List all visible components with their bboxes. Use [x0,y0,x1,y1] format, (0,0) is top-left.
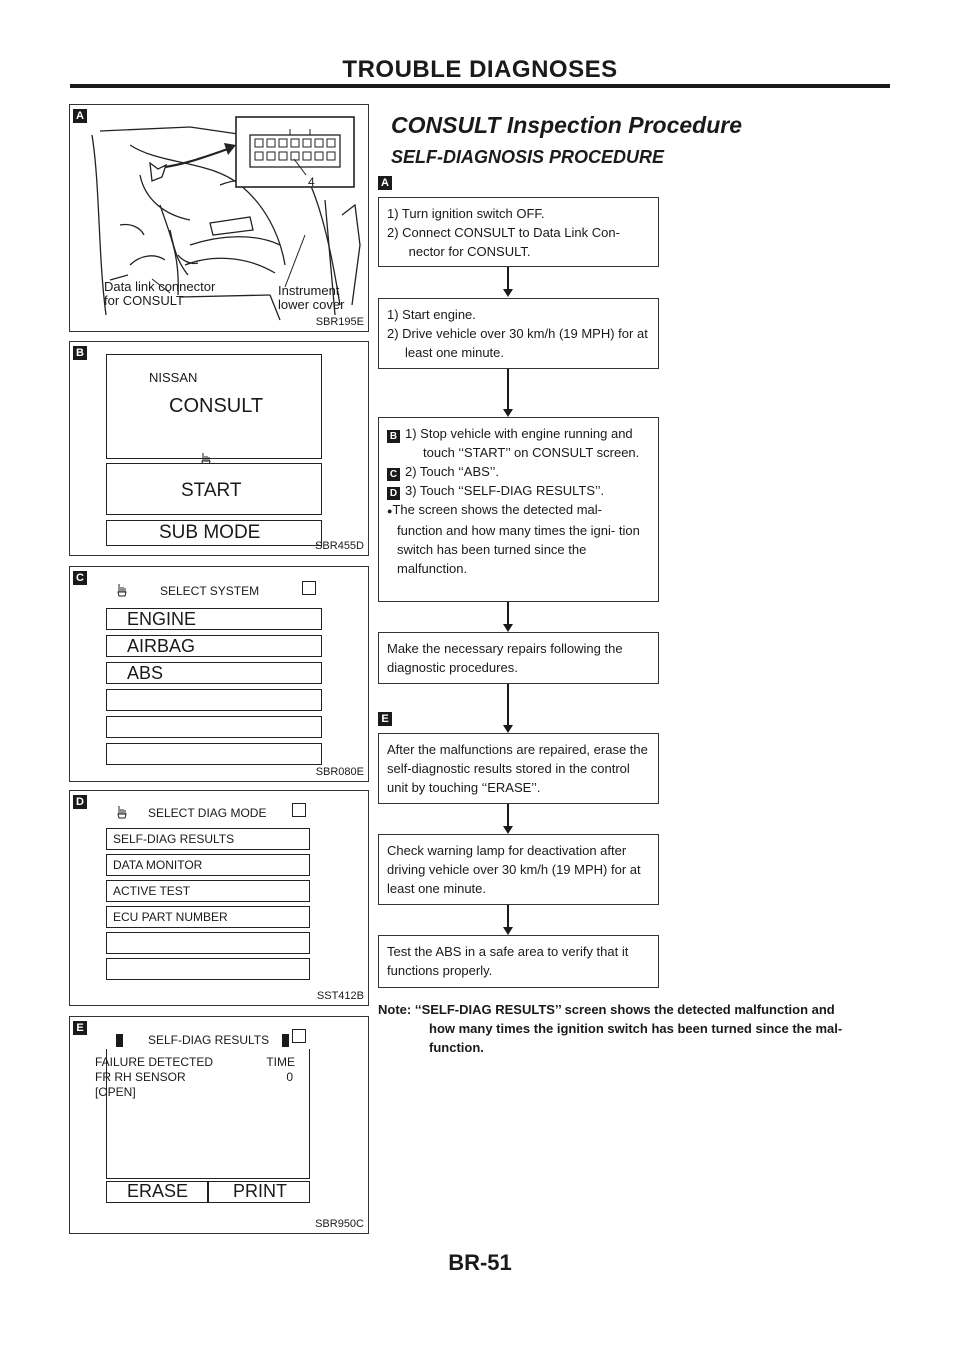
system-item-abs[interactable]: ABS [106,662,322,684]
procedure-title: CONSULT Inspection Procedure [391,112,743,138]
flow-step-7 [378,935,659,988]
sub-mode-button[interactable] [106,520,322,546]
figure-badge-a: A [73,109,87,123]
figure-badge-c: C [73,571,87,585]
print-marker-icon [282,1034,289,1047]
fault-state: [OPEN] [95,1085,136,1099]
figure-code-e: SBR950C [315,1218,364,1230]
diag-item-empty [106,958,310,980]
flow-connector [507,602,509,624]
self-diag-results-header: SELF-DIAG RESULTS [148,1033,270,1047]
fault-name: FR RH SENSOR [95,1070,186,1084]
figure-panel-d [69,790,369,1006]
flow-step-5 [378,733,659,804]
failure-detected-heading: FAILURE DETECTED [95,1055,214,1069]
procedure-note [378,1000,898,1057]
flow-step-6 [378,834,659,905]
step-badge-c: C [387,468,400,481]
flow-connector [507,804,509,826]
flow-step-1 [378,197,659,267]
time-heading: TIME [266,1055,295,1069]
step-4-text: Make the necessary repairs following the diagnostic procedures. [387,641,623,675]
step-5-text: After the malfunctions are repaired, erase the self-diagnostic results stored in the control unit by touching ‘‘ERASE’’. [387,742,648,795]
step-7-text: Test the ABS in a safe area to verify that it functions properly. [387,944,629,978]
step-badge-a: A [378,176,392,190]
step-2-line-2: 2) Drive vehicle over 30 km/h (19 MPH) for at least one minute. [387,326,648,360]
erase-button[interactable] [106,1181,208,1203]
erase-button-label: ERASE [127,1181,189,1201]
results-display [95,1049,310,1179]
step-badge-b: B [387,430,400,443]
step-1-line-2: 2) Connect CONSULT to Data Link Con- nector for CONSULT. [387,225,620,259]
figure-badge-e: E [73,1021,87,1035]
figure-badge-b: B [73,346,87,360]
diag-item-data-monitor[interactable]: DATA MONITOR [106,854,310,876]
step-6-text: Check warning lamp for deactivation after driving vehicle over 30 km/h (19 MPH) for at least one minute. [387,843,641,896]
note-line-2: how many times the ignition switch has been turned since the mal- [429,1021,843,1036]
flow-arrow [503,624,513,632]
diag-item-self-diag-results[interactable]: SELF-DIAG RESULTS [106,828,310,850]
figure-code-d: SST412B [316,990,364,1002]
back-square-icon[interactable] [292,1029,306,1043]
system-item-engine[interactable]: ENGINE [106,608,322,630]
step-1-line-1: 1) Turn ignition switch OFF. [387,206,545,221]
back-square-icon[interactable] [302,581,316,595]
step-badge-e: E [378,712,392,726]
procedure-subtitle: SELF-DIAGNOSIS PROCEDURE [391,147,665,167]
print-marker-icon [116,1034,123,1047]
diag-item-active-test[interactable]: ACTIVE TEST [106,880,310,902]
step-3-line-3: D 3) Touch ‘‘SELF-DIAG RESULTS’’. [405,481,650,500]
instrument-cover-label-2: lower cover [278,297,345,312]
flow-step-3 [378,417,659,602]
sub-mode-label: SUB MODE [159,522,261,543]
touch-hand-icon [116,805,128,819]
step-badge-d: D [387,487,400,500]
instrument-cover-label: Instrument [278,283,340,298]
note-line-3: function. [429,1040,484,1055]
flow-connector [507,267,509,289]
flow-connector [507,369,509,409]
flow-step-2 [378,298,659,369]
consult-label: CONSULT [169,395,264,417]
flow-connector [507,905,509,927]
flow-arrow [503,409,513,417]
consult-title-screen [106,354,322,459]
step-2-line-1: 1) Start engine. [387,307,476,322]
system-item-empty [106,689,322,711]
print-button[interactable] [208,1181,310,1203]
system-item-empty [106,716,322,738]
start-button[interactable] [106,463,322,515]
flow-arrow [503,927,513,935]
note-line-1: Note: ‘‘SELF-DIAG RESULTS’’ screen shows the detected malfunction and [378,1002,835,1017]
page-number: BR-51 [448,1250,512,1275]
start-button-label: START [181,480,242,501]
select-diag-mode-header: SELECT DIAG MODE [148,806,267,820]
data-link-connector-label: Data link connector [104,279,216,294]
figure-code-c: SBR080E [315,766,364,778]
figure-code-a: SBR195E [315,316,364,328]
header-rule [70,84,890,88]
bullet-icon: ● [387,506,393,516]
figure-panel-a [69,104,369,332]
figure-panel-b [69,341,369,556]
data-link-connector-label-2: for CONSULT [104,293,184,308]
figure-panel-e [69,1016,369,1234]
nissan-label: NISSAN [149,370,198,385]
figure-panel-c [69,566,369,782]
fault-count: 0 [286,1070,293,1084]
select-system-header: SELECT SYSTEM [160,584,260,598]
flow-arrow [503,725,513,733]
flow-arrow [503,826,513,834]
system-item-empty [106,743,322,765]
diag-item-empty [106,932,310,954]
flow-arrow [503,289,513,297]
step-3-line-1: B 1) Stop vehicle with engine running and touch ‘‘START’’ on CONSULT screen. [405,424,650,462]
figure-badge-d: D [73,795,87,809]
connector-number-label: 4 [308,175,315,189]
back-square-icon[interactable] [292,803,306,817]
touch-hand-icon [116,583,128,597]
figure-code-b: SBR455D [315,540,364,552]
diag-item-ecu-part-number[interactable]: ECU PART NUMBER [106,906,310,928]
step-3-line-2: C 2) Touch ‘‘ABS’’. [405,462,650,481]
flow-connector [507,684,509,725]
flow-step-4 [378,632,659,684]
system-item-airbag[interactable]: AIRBAG [106,635,322,657]
print-button-label: PRINT [233,1181,287,1201]
step-3-bullet-text: ●The screen shows the detected mal- function and how many times the igni- tion switch has been turned since the malfunction. [387,502,640,576]
page-header-title: TROUBLE DIAGNOSES [342,56,618,83]
